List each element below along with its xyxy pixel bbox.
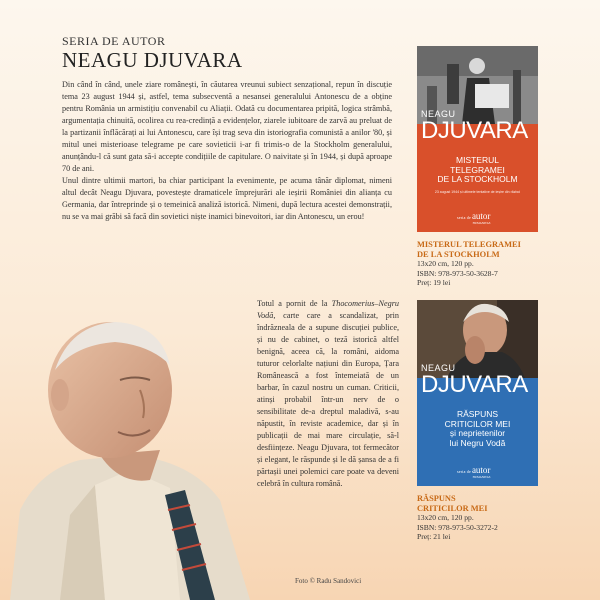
book-title[interactable]	[417, 494, 557, 513]
book-title[interactable]	[417, 240, 557, 259]
logo-publisher: HUMANITAS	[472, 221, 491, 225]
book-cover-raspuns[interactable]	[417, 300, 538, 486]
book-reference: Thocomerius–Negru Vodă	[257, 299, 399, 320]
logo-word: autor	[471, 465, 491, 475]
photo-credit: Foto © Radu Sandovici	[295, 577, 362, 585]
cover-author-first: NEAGU	[421, 109, 456, 119]
intro-text	[62, 79, 392, 223]
cover-title-line: CRITICILOR MEI	[444, 418, 511, 429]
intro-paragraph: Unul dintre ultimii martori, ba chiar participant la evenimente, pe acuma tânăr diplomat, nimeni altul decât Neagu Djuvara, povestește dramaticele împrejurări ale ieșirii României din alianța cu Germania, dar întreprinde și o temeinică analiză istorică. Nimeni, după lectura acestei demonstrații, nu se va mai grăbi să facă din sovietici niște inamici binevoitori, iar din Antonescu, un erou!	[62, 176, 392, 221]
cover-title-line: TELEGRAMEI	[450, 164, 505, 175]
book-title-line: CRITICILOR MEI	[417, 503, 488, 513]
book-format: 13x20 cm, 120 pp.	[417, 513, 474, 523]
second-paragraph-prefix: Totul a pornit de la	[257, 299, 332, 308]
series-label: SERIA DE AUTOR	[62, 34, 166, 48]
cover-title-line: lui Negru Vodă	[449, 437, 506, 448]
book-cover-misterul[interactable]	[417, 46, 538, 232]
author-title: NEAGU DJUVARA	[62, 48, 243, 72]
book-price: Preț: 21 lei	[417, 532, 451, 542]
intro-paragraph: Din când în când, unele ziare românești, în căutarea vreunui subiect senzațional, repun în discuție tema 23 august 1944 și, astfel, tema subsecventă a nesansei generalului Antonescu de a obține pentru România un armistițiu convenabil cu Aliații. Odată cu documentarea pripită, logica strâmbă, argumentația chinuită, ocolirea cu rea-credință a evidențelor, ziarele iubitoare de zarvă au preluat de la partizanii înflăcărați ai lui Antonescu, care își trag seva din istoriografia comunistă a anilor '80, și mitul unei misterioase telegrame pe care sovieticii i-ar fi trimis-o de la Stockholm generalului, anunțându-l că sunt gata să-i accepte condițiile de capitulare. O naivitate și în 1944, și după aproape 70 de ani.	[62, 80, 392, 173]
cover-author-first: NEAGU	[421, 363, 456, 373]
cover-author	[421, 364, 528, 397]
cover-title-line: MISTERUL	[456, 155, 499, 165]
cover-author-last: DJUVARA	[421, 117, 528, 144]
logo-word: autor	[471, 211, 491, 221]
cover-title	[425, 156, 530, 185]
second-paragraph	[257, 298, 399, 490]
logo-publisher: HUMANITAS	[472, 475, 491, 479]
book-isbn: ISBN: 978-973-50-3272-2	[417, 522, 498, 532]
book-title-line: RĂSPUNS	[417, 494, 456, 503]
cover-author	[421, 110, 528, 143]
logo-prefix: seria de	[457, 469, 471, 474]
cover-title-line: și neprietenilor	[449, 428, 506, 438]
cover-author-last: DJUVARA	[421, 371, 528, 398]
cover-title-line: RĂSPUNS	[456, 409, 499, 419]
publisher-logo	[457, 465, 490, 479]
cover-title	[425, 410, 530, 448]
book-format: 13x20 cm, 120 pp.	[417, 259, 474, 269]
book-title-line: MISTERUL TELEGRAMEI	[417, 240, 521, 249]
book-info-raspuns	[417, 494, 557, 542]
logo-prefix: seria de	[457, 215, 471, 220]
cover-subtitle: 23 august 1944 și ultimele tentative de ieșire din război	[434, 190, 521, 194]
book-isbn: ISBN: 978-973-50-3628-7	[417, 268, 498, 278]
author-photo	[0, 310, 270, 600]
second-paragraph-text: , carte care a scandalizat, prin îndrăzneala de a supune discuției publice, și nu de cabinet, o teză istorică altfel benignă, aceea că, la români, aidoma tuturor celorlalte națiuni din Europa, Țara Românească a fost întemeiată de un barbar, în cazul nostru un cuman. Criticii, atinși probabil într-un nerv de o sensibilitate de-a dreptul maladivă, s-au năpustit, în reviste academice, dar și în publicații de mai mare circulație, să-l desființeze. Neagu Djuvara, tot fermecător și elegant, le răspunde și le dă șansa de a fi părtașii unei polemici care poate va deveni celebră în cultura română.	[257, 311, 399, 488]
book-title-line: DE LA STOCKHOLM	[417, 249, 500, 259]
cover-title-line: DE LA STOCKHOLM	[437, 174, 518, 184]
book-info-misterul	[417, 240, 557, 288]
publisher-logo	[457, 211, 490, 225]
book-price: Preț: 19 lei	[417, 278, 451, 288]
